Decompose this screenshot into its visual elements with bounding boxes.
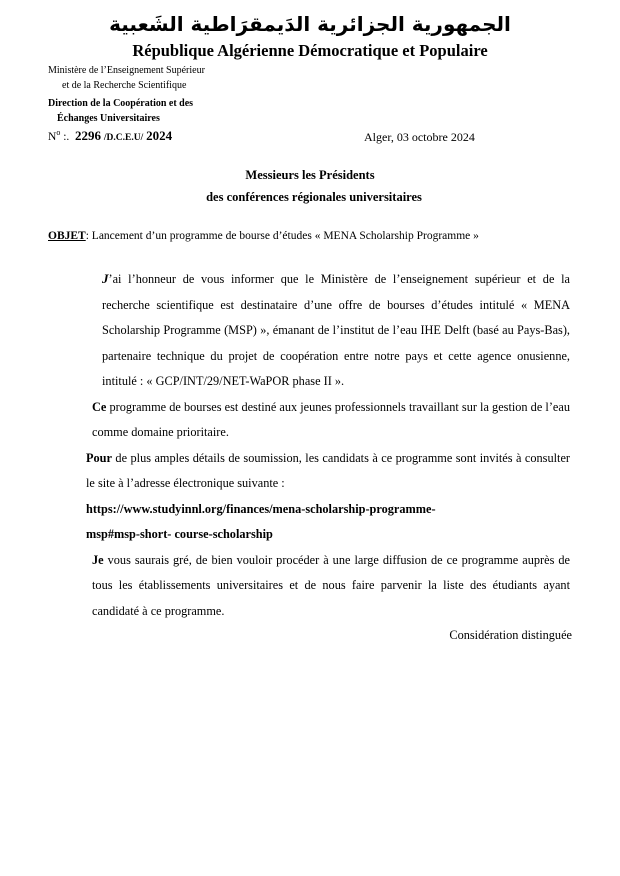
body-paragraph-1 xyxy=(86,266,570,395)
paragraph-1-text: ’ai l’honneur de vous informer que le Ministère de l’enseignement supérieur et de la recherche scientifique est destinataire d’une offre de bourses d’études intitulé « MENA Scholarship Programme (MSP) », émanant de l’institut de l’eau IHE Delft (basé au Pays-Bas), partenaire technique du projet de coopération entre notre pays et cette agence onusienne, intitulé : « GCP/INT/29/NET-WaPOR phase II ». xyxy=(102,272,570,388)
paragraph-3-lead: Pour xyxy=(86,450,112,465)
paragraph-2-text: programme de bourses est destiné aux jeunes professionnels travaillant sur la gestion de l’eau comme domaine prioritaire. xyxy=(92,399,570,439)
direction-line-2: Échanges Universitaires xyxy=(57,112,160,124)
body-paragraph-4 xyxy=(86,548,570,625)
url-line-2[interactable]: msp#msp-short- course-scholarship xyxy=(86,527,273,541)
paragraph-4-lead: Je xyxy=(92,552,104,567)
reference-year: 2024 xyxy=(146,128,173,143)
body-paragraph-3 xyxy=(86,446,570,497)
arabic-state-title: الجمهورية الجزائرية الدَيمقرَاطية الشَعبية xyxy=(109,12,511,36)
scholarship-url[interactable] xyxy=(86,497,570,548)
body-paragraph-2 xyxy=(86,395,570,446)
url-line-1[interactable]: https://www.studyinnl.org/finances/mena-scholarship-programme- xyxy=(86,501,436,516)
reference-superscript: o xyxy=(56,128,61,138)
direction-line-1: Direction de la Coopération et des xyxy=(48,98,194,109)
paragraph-2-lead: Ce xyxy=(92,399,107,414)
ministry-line-1: Ministère de l’Enseignement Supérieur xyxy=(48,65,205,76)
subject-line xyxy=(48,228,588,244)
subject-label: OBJET xyxy=(48,230,86,242)
subject-separator: : xyxy=(85,230,89,242)
paragraph-3-text: de plus amples détails de soumission, les candidats à ce programme sont invités à consulter le site à l’adresse électronique suivante : xyxy=(86,450,570,490)
closing-salutation: Considération distinguée xyxy=(449,628,572,642)
french-state-title: République Algérienne Démocratique et Populaire xyxy=(132,41,488,60)
paragraph-4-text: vous saurais gré, de bien vouloir procéder à une large diffusion de ce programme auprès de tous les établissements universitaires et de nous faire parvenir la liste des étudiants ayant candidaté à ce programme. xyxy=(92,552,570,618)
letter-body xyxy=(86,266,570,624)
reference-serial: 2296 xyxy=(75,128,102,143)
recipient-block xyxy=(0,165,620,209)
reference-separator: :. xyxy=(60,131,70,143)
reference-prefix: N xyxy=(48,131,57,143)
place-and-date: Alger, 03 octobre 2024 xyxy=(364,130,475,144)
reference-number xyxy=(48,128,172,144)
direction-block xyxy=(48,97,193,126)
ministry-line-2: et de la Recherche Scientifique xyxy=(62,79,187,91)
subject-text: Lancement d’un programme de bourse d’études « MENA Scholarship Programme » xyxy=(88,230,479,242)
paragraph-1-dropcap: J xyxy=(102,271,109,286)
recipient-line-2: des conférences régionales universitaires xyxy=(206,189,422,204)
recipient-line-1: Messieurs les Présidents xyxy=(245,168,375,182)
ministry-block xyxy=(48,64,205,93)
reference-department-code: /D.C.E.U/ xyxy=(103,133,144,143)
